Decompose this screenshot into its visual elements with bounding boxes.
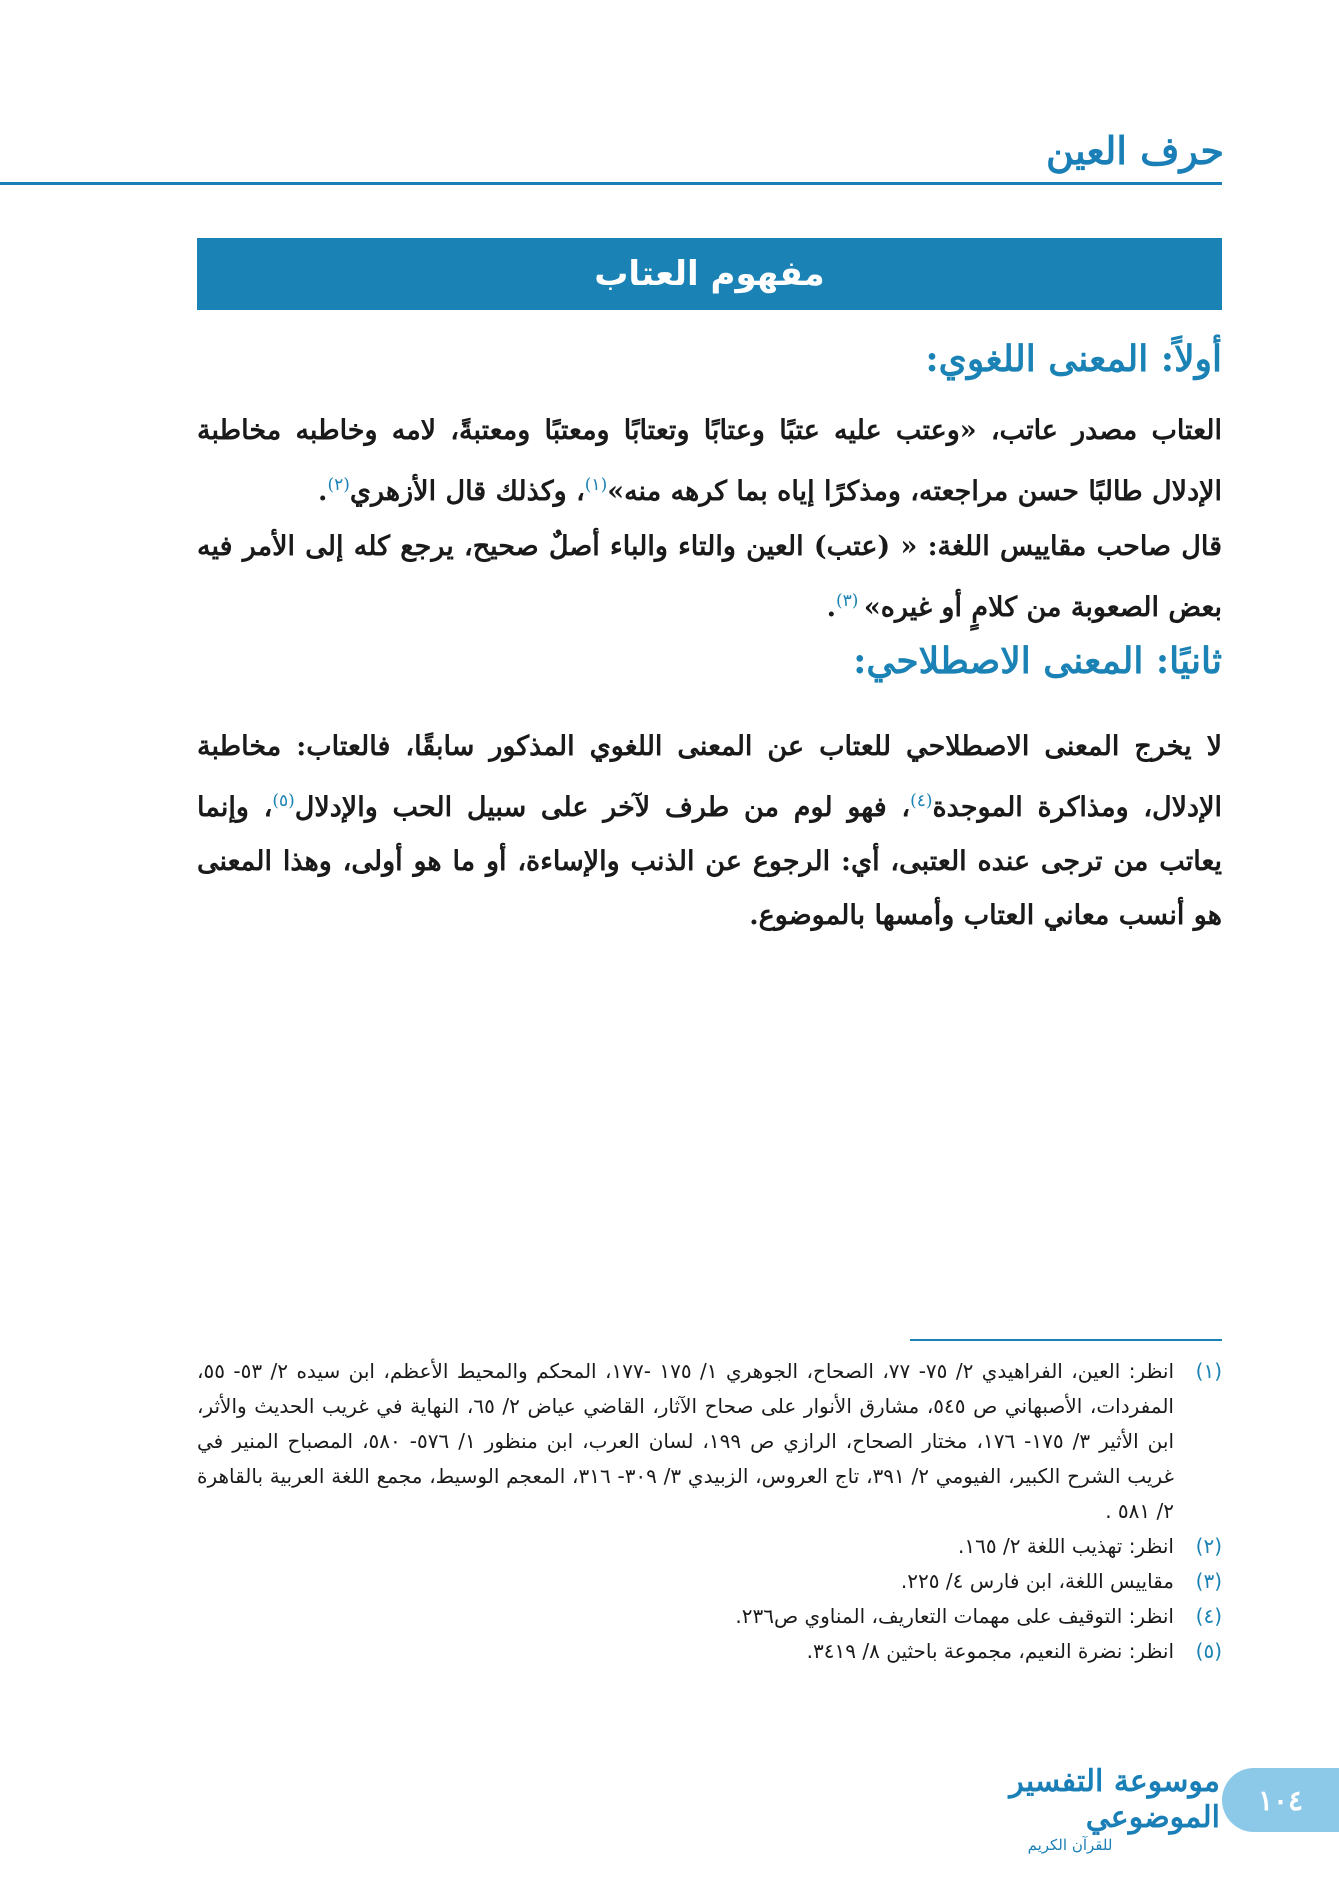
paragraph-terminological xyxy=(197,720,1222,943)
footnotes xyxy=(197,1354,1222,1669)
footnote-ref-4[interactable]: (٤) xyxy=(910,791,933,811)
logo-title: موسوعة التفسير الموضوعي xyxy=(1009,1764,1220,1835)
paragraph-text: قال صاحب مقاييس اللغة: « (عتب) العين والتاء والباء أصلٌ صحيح، يرجع كله إلى الأمر فيه بعض الصعوبة من كلامٍ أو غيره» xyxy=(197,531,1222,623)
footnote-ref-1[interactable]: (١) xyxy=(584,475,608,495)
paragraph-linguistic-2 xyxy=(197,520,1222,635)
paragraph-text: العتاب مصدر عاتب، «وعتب عليه عتبًا وعتابًا وتعتابًا ومعتبًا ومعتبةً، لامه وخاطبه مخاطبة الإدلال طالبًا حسن مراجعته، ومذكرًا إياه بما كرهه منه» xyxy=(197,415,1222,507)
footnote-item xyxy=(197,1634,1222,1669)
footnote-number: (٤) xyxy=(1195,1604,1222,1628)
footnote-ref-5[interactable]: (٥) xyxy=(272,791,295,811)
header-rule xyxy=(0,182,1222,185)
footnote-number: (٢) xyxy=(1195,1534,1222,1558)
footnote-text: مقاييس اللغة، ابن فارس ٤/ ٢٢٥. xyxy=(900,1569,1174,1593)
footnote-text: انظر: نضرة النعيم، مجموعة باحثين ٨/ ٣٤١٩. xyxy=(806,1639,1174,1663)
footnote-text: انظر: تهذيب اللغة ٢/ ١٦٥. xyxy=(958,1534,1174,1558)
paragraph-end: . xyxy=(318,476,328,507)
encyclopedia-logo xyxy=(920,1764,1220,1854)
paragraph-text: ، وكذلك قال الأزهري xyxy=(349,476,585,507)
page-title: مفهوم العتاب xyxy=(594,254,825,294)
footnote-ref-2[interactable]: (٢) xyxy=(327,475,350,495)
footnote-ref-3[interactable]: (٣) xyxy=(836,591,864,611)
footnote-item xyxy=(197,1529,1222,1564)
footnote-item xyxy=(197,1599,1222,1634)
paragraph-text: ، وإنما يعاتب من ترجى عنده العتبى، أي: الرجوع عن الذنب والإساءة، أو ما هو أولى، وهذا المعنى هو أنسب معاني العتاب وأمسها بالموضوع. xyxy=(197,792,1222,931)
footnote-text: انظر: التوقيف على مهمات التعاريف، المناوي ص٢٣٦. xyxy=(735,1604,1174,1628)
title-bar xyxy=(197,238,1222,310)
footnote-number: (٥) xyxy=(1195,1639,1222,1663)
section-heading-linguistic: أولاً: المعنى اللغوي: xyxy=(925,338,1222,380)
running-head: حرف العين xyxy=(1046,128,1224,173)
footnote-number: (٣) xyxy=(1195,1569,1222,1593)
section-heading-terminological: ثانيًا: المعنى الاصطلاحي: xyxy=(853,640,1222,682)
paragraph-linguistic-1 xyxy=(197,404,1222,519)
footnote-rule xyxy=(910,1339,1222,1341)
paragraph-text: لا يخرج المعنى الاصطلاحي للعتاب عن المعنى اللغوي المذكور سابقًا، فالعتاب: مخاطبة الإدلال، ومذاكرة الموجدة xyxy=(197,731,1222,823)
logo-subtitle: للقرآن الكريم xyxy=(1027,1836,1113,1854)
paragraph-end: . xyxy=(826,592,837,623)
footnote-item xyxy=(197,1564,1222,1599)
footnote-text: انظر: العين، الفراهيدي ٢/ ٧٥- ٧٧، الصحاح، الجوهري ١/ ١٧٥ -١٧٧، المحكم والمحيط الأعظم، ابن سيده ٢/ ٥٣- ٥٥، المفردات، الأصبهاني ص ٥٤٥، مشارق الأنوار على صحاح الآثار، القاضي عياض ٢/ ٦٥، النهاية في غريب الحديث والأثر، ابن الأثير ٣/ ١٧٥- ١٧٦، مختار الصحاح، الرازي ص ١٩٩، لسان العرب، ابن منظور ١/ ٥٧٦- ٥٨٠، المصباح المنير في غريب الشرح الكبير، الفيومي ٢/ ٣٩١، تاج العروس، الزبيدي ٣/ ٣٠٩- ٣١٦، المعجم الوسيط، مجمع اللغة العربية بالقاهرة ٢/ ٥٨١ . xyxy=(197,1359,1175,1523)
footnote-item xyxy=(197,1354,1222,1529)
footnote-number: (١) xyxy=(1195,1359,1222,1383)
paragraph-text: ، فهو لوم من طرف لآخر على سبيل الحب والإدلال xyxy=(294,792,911,823)
page-number: ١٠٤ xyxy=(1222,1768,1339,1832)
